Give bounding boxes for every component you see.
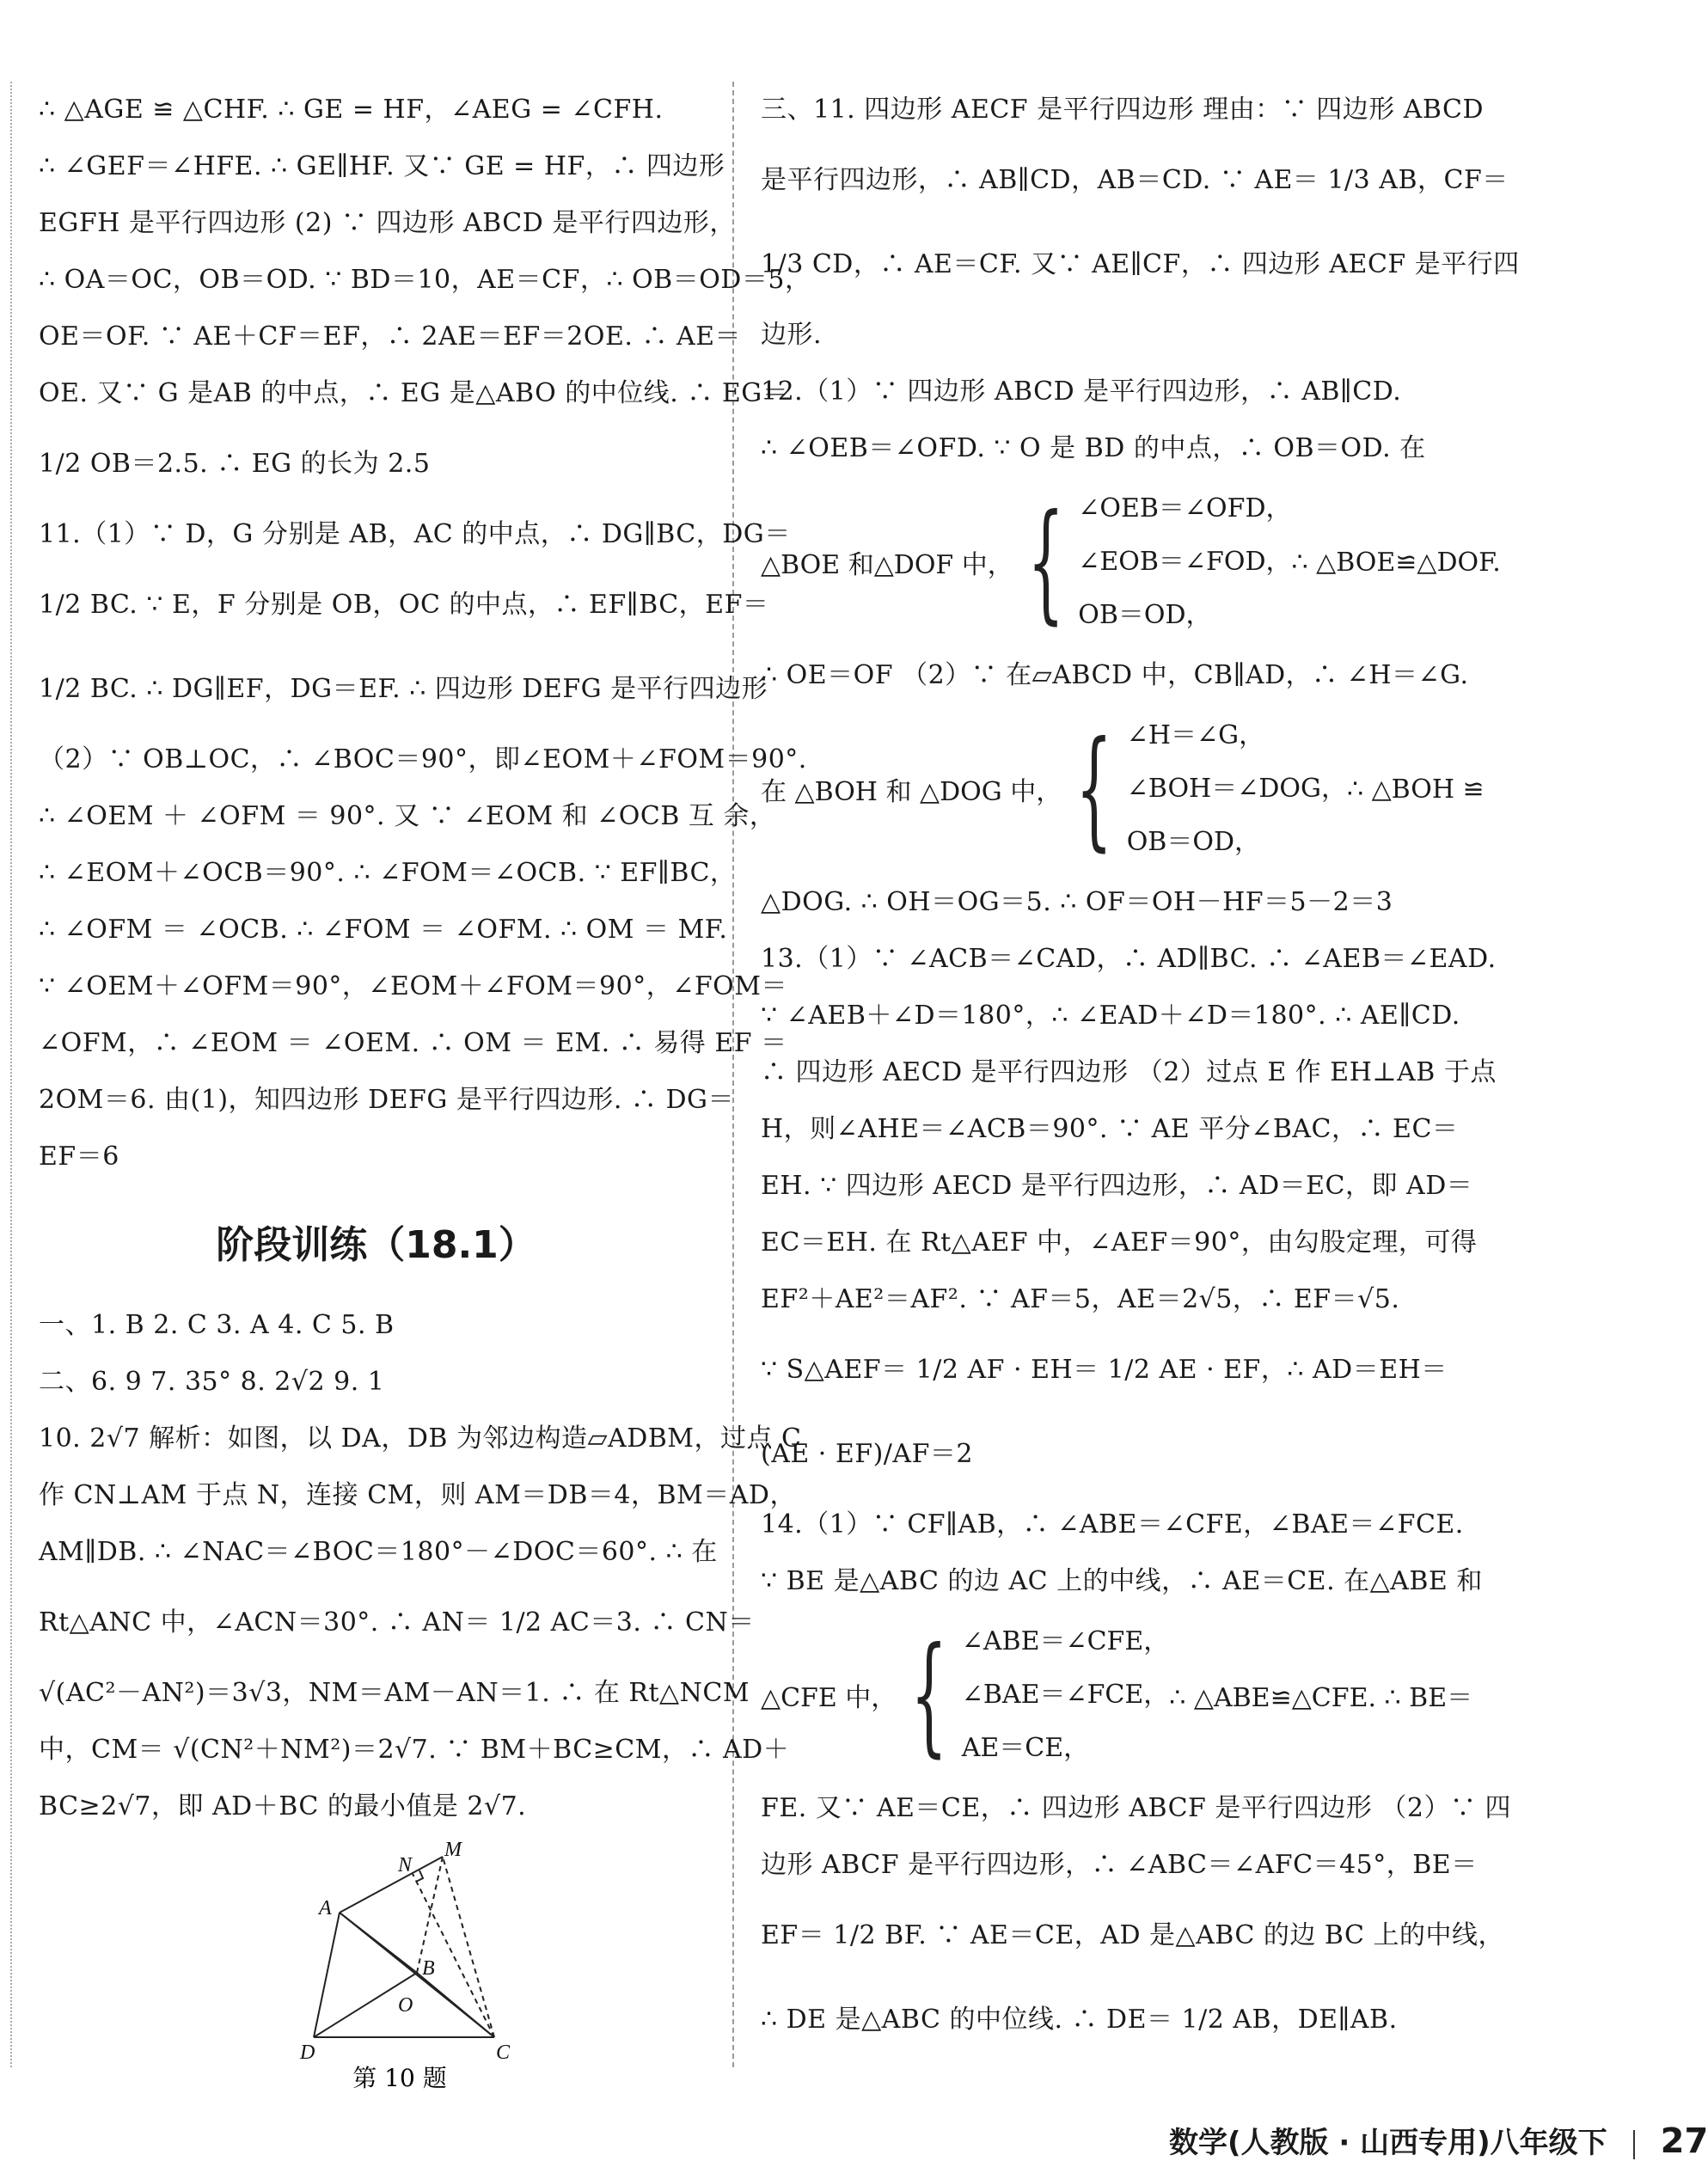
section-title: 阶段训练（18.1）	[216, 1223, 536, 1267]
system3-pre: △CFE 中，	[761, 1683, 897, 1713]
text-line: ∴ ∠OEM ＋ ∠OFM ＝ 90°. 又 ∵ ∠EOM 和 ∠OCB 互 余，	[39, 801, 776, 831]
left-brace-3: {	[910, 1620, 948, 1770]
system2-pre: 在 △BOH 和 △DOG 中，	[761, 777, 1062, 807]
text-line: 1/2 OB＝2.5. ∴ EG 的长为 2.5	[39, 449, 431, 479]
text-line: ∴ OE＝OF （2）∵ 在▱ABCD 中，CB∥AD，∴ ∠H＝∠G.	[761, 660, 1469, 690]
text-line: ∠OFM，∴ ∠EOM ＝ ∠OEM. ∴ OM ＝ EM. ∴ 易得 EF ＝	[39, 1028, 787, 1058]
label-C: C	[496, 2042, 511, 2064]
figure-caption: 第 10 题	[352, 2064, 447, 2092]
page-number: 27	[1660, 2121, 1708, 2161]
left-answers-block	[39, 1297, 802, 1835]
text-line: √(AC²－AN²)＝3√3，NM＝AM－AN＝1. ∴ 在 Rt△NCM	[39, 1678, 750, 1708]
text-line: 13.（1）∵ ∠ACB＝∠CAD，∴ AD∥BC. ∴ ∠AEB＝∠EAD.	[761, 944, 1497, 974]
text-line: △DOG. ∴ OH＝OG＝5. ∴ OF＝OH－HF＝5－2＝3	[761, 887, 1393, 917]
text-line: 是平行四边形，∴ AB∥CD，AB＝CD. ∵ AE＝ 1/3 AB，CF＝	[761, 165, 1509, 195]
text-line: 三、11. 四边形 AECF 是平行四边形 理由：∵ 四边形 ABCD	[761, 95, 1485, 125]
text-line: FE. 又∵ AE＝CE，∴ 四边形 ABCF 是平行四边形 （2）∵ 四	[761, 1793, 1512, 1823]
q14-continued-text	[761, 1780, 1512, 2062]
system1-post: ∴ △BOE≌△DOF.	[1291, 547, 1501, 578]
text-line: H，则∠AHE＝∠ACB＝90°. ∵ AE 平分∠BAC，∴ EC＝	[761, 1114, 1459, 1144]
text-line: EC＝EH. 在 Rt△AEF 中，∠AEF＝90°，由勾股定理，可得	[761, 1227, 1478, 1258]
text-line: 14.（1）∵ CF∥AB，∴ ∠ABE＝∠CFE，∠BAE＝∠FCE.	[761, 1509, 1464, 1540]
label-A: A	[319, 1897, 332, 1919]
seg-AB	[340, 1913, 417, 1973]
system-row: AE＝CE，	[961, 1733, 1090, 1763]
text-line: AM∥DB. ∴ ∠NAC＝∠BOC＝180°－∠DOC＝60°. ∴ 在	[39, 1537, 718, 1567]
text-line: ∴ DE 是△ABC 的中位线. ∴ DE＝ 1/2 AB，DE∥AB.	[761, 2005, 1398, 2035]
footer-separator	[1633, 2130, 1635, 2159]
text-line: EF²＋AE²＝AF². ∵ AF＝5，AE＝2√5，∴ EF＝√5.	[761, 1284, 1400, 1314]
system2-post: ∴ △BOH ≌	[1346, 774, 1485, 805]
text-line: BC≥2√7，即 AD＋BC 的最小值是 2√7.	[39, 1791, 527, 1821]
text-line: EGFH 是平行四边形 (2) ∵ 四边形 ABCD 是平行四边形，	[39, 208, 736, 238]
system2-rows	[1127, 709, 1347, 869]
seg-AM	[340, 1857, 443, 1913]
right-column	[761, 82, 1520, 2062]
system-row: ∠OEB＝∠OFD，	[1078, 493, 1292, 523]
label-O: O	[398, 1994, 413, 2017]
text-line: 作 CN⊥AM 于点 N，连接 CM，则 AM＝DB＝4，BM＝AD，	[39, 1480, 796, 1510]
text-line: OE＝OF. ∵ AE＋CF＝EF，∴ 2AE＝EF＝2OE. ∴ AE＝	[39, 321, 742, 352]
system1-pre: △BOE 和△DOF 中，	[761, 550, 1013, 580]
text-line: 中，CM＝ √(CN²＋NM²)＝2√7. ∵ BM＋BC≥CM，∴ AD＋	[39, 1735, 790, 1765]
system-row: OB＝OD，	[1078, 600, 1212, 630]
label-N: N	[398, 1854, 413, 1876]
text-line: ∴ OA＝OC，OB＝OD. ∵ BD＝10，AE＝CF，∴ OB＝OD＝5，	[39, 265, 811, 295]
seg-BC	[417, 1973, 494, 2037]
text-line: EF＝6	[39, 1142, 119, 1172]
label-B: B	[422, 1957, 435, 1980]
text-line: 1/3 CD，∴ AE＝CF. 又∵ AE∥CF，∴ 四边形 AECF 是平行四	[761, 249, 1520, 279]
q13-q14-text	[761, 874, 1497, 1610]
footer-book-title: 数学(人教版 · 山西专用)八年级下	[1169, 2126, 1607, 2160]
left-margin-dots	[10, 82, 12, 2067]
seg-CM	[443, 1857, 494, 2037]
figure-10	[279, 1839, 554, 2093]
text-line: 1/2 BC. ∵ E，F 分别是 OB，OC 的中点，∴ EF∥BC，EF＝	[39, 590, 769, 620]
text-line: ∵ ∠OEM＋∠OFM＝90°，∠EOM＋∠FOM＝90°，∠FOM＝	[39, 971, 787, 1001]
text-line: EH. ∵ 四边形 AECD 是平行四边形，∴ AD＝EC，即 AD＝	[761, 1171, 1473, 1201]
text-line: 10. 2√7 解析：如图，以 DA，DB 为邻边构造▱ADBM，过点 C	[39, 1423, 802, 1454]
system-row: ∠BOH＝∠DOG，	[1126, 774, 1347, 804]
text-line: ∴ ∠EOM＋∠OCB＝90°. ∴ ∠FOM＝∠OCB. ∵ EF∥BC，	[39, 858, 737, 888]
text-line: ∴ △AGE ≌ △CHF. ∴ GE = HF，∠AEG = ∠CFH.	[39, 95, 664, 125]
system-row: ∠H＝∠G，	[1126, 720, 1265, 750]
text-line: ∴ ∠OEB＝∠OFD. ∵ O 是 BD 的中点，∴ OB＝OD. 在	[761, 433, 1426, 463]
text-line: Rt△ANC 中，∠ACN＝30°. ∴ AN＝ 1/2 AC＝3. ∴ CN＝	[39, 1607, 755, 1638]
seg-CN	[413, 1874, 494, 2037]
left-brace-1: {	[1027, 487, 1064, 637]
text-line: 12.（1）∵ 四边形 ABCD 是平行四边形，∴ AB∥CD.	[761, 376, 1402, 407]
text-line: 1/2 BC. ∴ DG∥EF，DG＝EF. ∴ 四边形 DEFG 是平行四边形	[39, 674, 768, 704]
seg-AD	[314, 1913, 340, 2037]
text-line: ∴ ∠GEF＝∠HFE. ∴ GE∥HF. 又∵ GE = HF，∴ 四边形	[39, 151, 725, 181]
text-line: （2）∵ OB⊥OC，∴ ∠BOC＝90°，即∠EOM＋∠FOM＝90°.	[39, 744, 807, 774]
text-line: 一、1. B 2. C 3. A 4. C 5. B	[39, 1310, 395, 1340]
system-row: ∠ABE＝∠CFE，	[961, 1626, 1170, 1656]
text-line: ∵ S△AEF＝ 1/2 AF · EH＝ 1/2 AE · EF，∴ AD＝EH＝	[761, 1355, 1448, 1385]
system-row: ∠EOB＝∠FOD，	[1078, 547, 1292, 577]
equation-system-3	[761, 1615, 1473, 1775]
system1-rows	[1078, 482, 1291, 642]
text-line: ∵ ∠AEB＋∠D＝180°，∴ ∠EAD＋∠D＝180°. ∴ AE∥CD.	[761, 1001, 1460, 1031]
text-line: 二、6. 9 7. 35° 8. 2√2 9. 1	[39, 1367, 385, 1397]
system3-rows	[962, 1615, 1170, 1775]
right-angle-N	[416, 1870, 423, 1882]
system3-post: ∴ △ABE≌△CFE. ∴ BE＝	[1169, 1683, 1473, 1713]
text-line: EF＝ 1/2 BF. ∵ AE＝CE，AD 是△ABC 的边 BC 上的中线，	[761, 1920, 1504, 1950]
text-line: ∵ BE 是△ABC 的边 AC 上的中线，∴ AE＝CE. 在△ABE 和	[761, 1566, 1483, 1596]
label-D: D	[300, 2042, 315, 2064]
text-line: OE. 又∵ G 是AB 的中点，∴ EG 是△ABO 的中位线. ∴ EG＝	[39, 378, 789, 408]
text-line: ∴ ∠OFM ＝ ∠OCB. ∴ ∠FOM ＝ ∠OFM. ∴ OM ＝ MF.	[39, 915, 728, 945]
system-row: OB＝OD，	[1126, 827, 1260, 857]
q11-q12-text	[761, 82, 1520, 477]
page-footer	[1169, 2119, 1708, 2161]
text-line: ∴ 四边形 AECD 是平行四边形 （2）过点 E 作 EH⊥AB 于点	[761, 1057, 1497, 1087]
text-line: (AE · EF)/AF＝2	[761, 1439, 973, 1469]
left-brace-2: {	[1075, 714, 1113, 864]
left-text-block	[39, 82, 811, 1185]
text-line: 2OM＝6. 由(1)，知四边形 DEFG 是平行四边形. ∴ DG＝	[39, 1085, 734, 1115]
label-M: M	[444, 1839, 462, 1861]
text-line: 边形.	[761, 320, 823, 350]
left-column	[39, 82, 811, 2097]
system-row: ∠BAE＝∠FCE，	[961, 1680, 1170, 1710]
text-line: 边形 ABCF 是平行四边形，∴ ∠ABC＝∠AFC＝45°，BE＝	[761, 1850, 1478, 1880]
text-line: 11.（1）∵ D，G 分别是 AB，AC 的中点，∴ DG∥BC，DG＝	[39, 519, 791, 549]
equation-system-1	[761, 482, 1501, 642]
equation-system-2	[761, 709, 1485, 869]
